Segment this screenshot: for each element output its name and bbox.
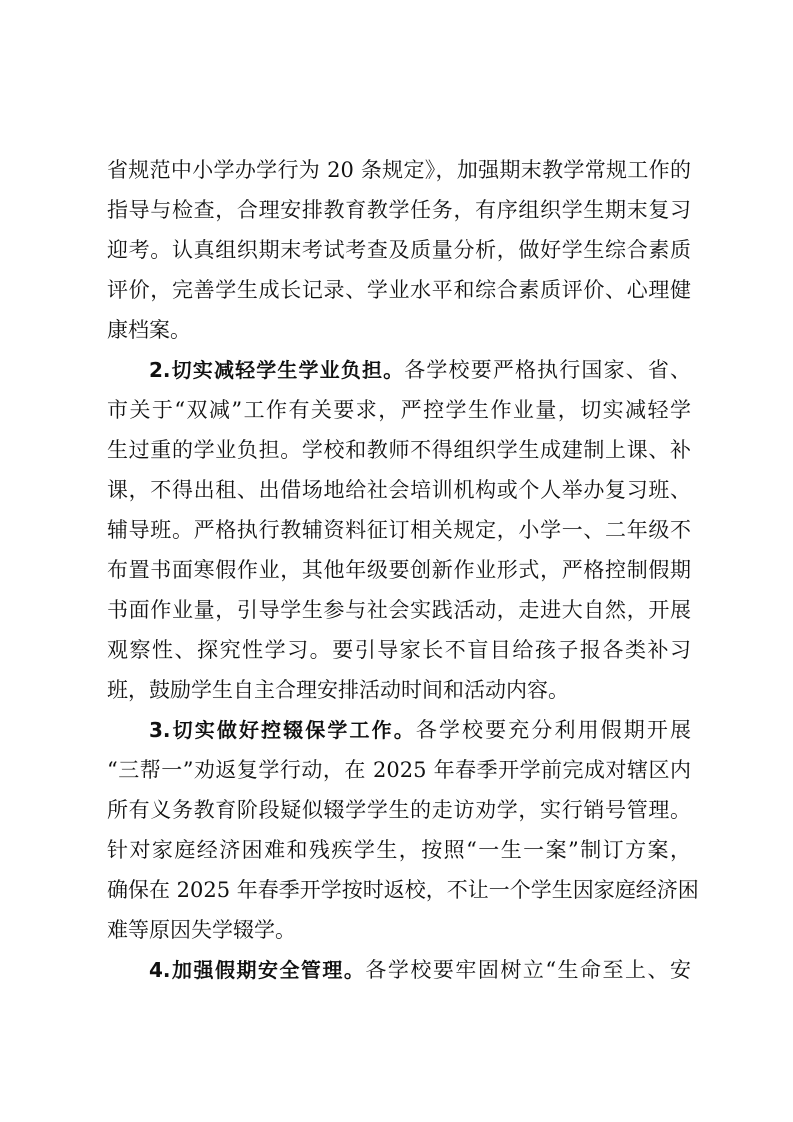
text-line: 布置书面寒假作业，其他年级要创新作业形式，严格控制假期: [107, 558, 691, 582]
text-line: 书面作业量，引导学生参与社会实践活动，走进大自然，开展: [107, 598, 691, 622]
text-span: 各学校要牢固树立“生命至上、安: [365, 958, 691, 982]
text-line: 确保在 2025 年春季开学按时返校，不让一个学生因家庭经济困: [107, 878, 699, 902]
text-line: 难等原因失学辍学。: [107, 918, 296, 942]
paragraph-first-line: [149, 350, 691, 390]
text-line: 辅导班。严格执行教辅资料征订相关规定，小学一、二年级不: [107, 518, 691, 542]
text-span: 各学校要严格执行国家、省、: [404, 358, 692, 382]
text-line: 针对家庭经济困难和残疾学生，按照“一生一案”制订方案，: [107, 838, 691, 862]
text-line: 所有义务教育阶段疑似辍学学生的走访劝学，实行销号管理。: [107, 798, 691, 822]
text-line: 生过重的学业负担。学校和教师不得组织学生成建制上课、补: [107, 438, 691, 462]
text-line: 班，鼓励学生自主合理安排活动时间和活动内容。: [107, 678, 569, 702]
text-line: 评价，完善学生成长记录、学业水平和综合素质评价、心理健: [107, 278, 691, 302]
section-heading: 4.加强假期安全管理。: [149, 958, 366, 982]
text-line: 指导与检查，合理安排教育教学任务，有序组织学生期末复习: [107, 198, 691, 222]
text-span: 各学校要充分利用假期开展: [415, 718, 691, 742]
paragraph-first-line: [149, 950, 691, 990]
text-line: 迎考。认真组织期末考试考查及质量分析，做好学生综合素质: [107, 238, 691, 262]
paragraph-first-line: [149, 710, 691, 750]
section-heading: 2.切实减轻学生学业负担。: [149, 358, 405, 382]
text-line: 课，不得出租、出借场地给社会培训机构或个人举办复习班、: [107, 478, 691, 502]
text-line: 康档案。: [107, 318, 191, 342]
text-line: 市关于“双减”工作有关要求，严控学生作业量，切实减轻学: [107, 398, 691, 422]
section-heading: 3.切实做好控辍保学工作。: [149, 718, 416, 742]
text-line: 省规范中小学办学行为 20 条规定》，加强期末教学常规工作的: [107, 158, 691, 182]
text-line: 观察性、探究性学习。要引导家长不盲目给孩子报各类补习: [107, 638, 691, 662]
text-line: “三帮一”劝返复学行动，在 2025 年春季开学前完成对辖区内: [107, 758, 691, 782]
